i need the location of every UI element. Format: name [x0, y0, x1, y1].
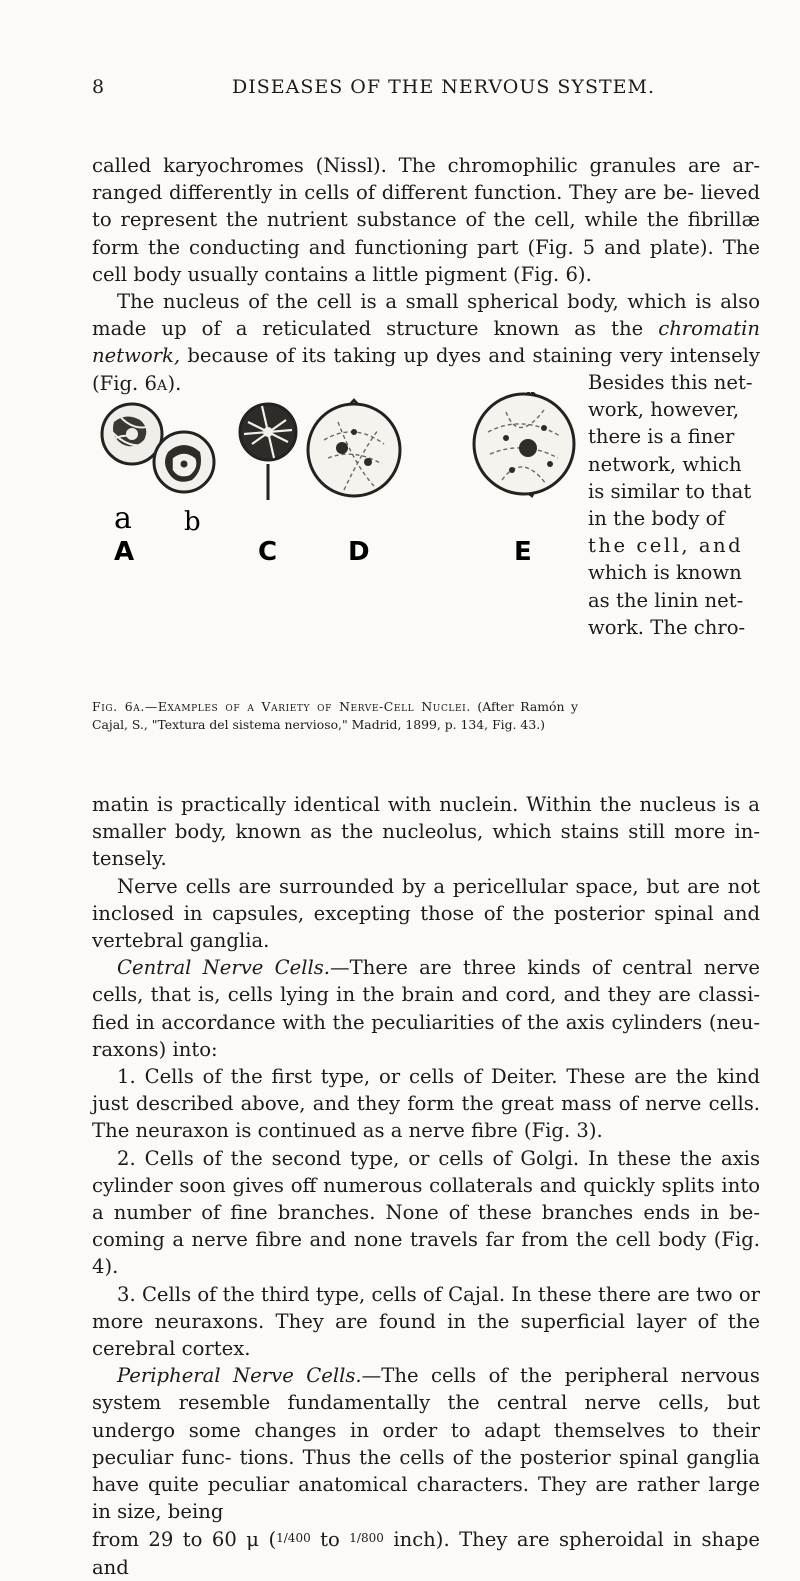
wrap-line: the cell, and	[588, 534, 744, 558]
paragraph-karyochromes: called karyochromes (Nissl). The chromophilic granules are ar- ranged differently in cells of different function. They are be- lieved to represent the nutrient substance of the cell, while the fibrillæ form the conducting and functioning part (Fig. 5 and plate). The cell body usually contains a little pigment (Fig. 6).	[92, 154, 760, 286]
nucleus-d-illustration	[308, 400, 400, 496]
nucleus-c-illustration	[240, 404, 296, 500]
wrap-column-text	[588, 369, 760, 641]
caption-source: (After Ramón y Cajal, S., "Textura del sistema nervioso," Madrid, 1899, p. 134, Fig. 43.)	[92, 699, 578, 732]
nucleus-e-illustration	[474, 392, 574, 496]
label-b: b	[184, 507, 201, 537]
fig-ref: a	[156, 371, 168, 395]
body-text-bottom	[92, 791, 760, 1581]
paragraph-nucleus: The nucleus of the cell is a small spherical body, which is also made up of a reticulated structure known as the chromatin network, because of its taking up dyes and staining very intensely (Fig. 6a).	[92, 290, 760, 395]
wrap-line: which is known	[588, 561, 742, 585]
wrap-line: is similar to that	[588, 479, 752, 503]
heading-central-nerve-cells: Central Nerve Cells.	[117, 956, 331, 980]
last-line: from 29 to 60 μ ($^{1/400}$ to $^{1/800}$ inch). They are spheroidal in shape and	[92, 1528, 760, 1579]
wrap-line: work. The chro-	[588, 615, 746, 639]
list-item-type-3: 3. Cells of the third type, cells of Cajal. In these there are two or more neuraxons. They are found in the superficial layer of the cerebral cortex.	[92, 1282, 760, 1361]
wrap-line: as the linin net-	[588, 588, 744, 612]
page-number: 8	[92, 76, 106, 98]
wrap-line: work, however,	[588, 398, 740, 422]
nucleus-a-illustration	[102, 404, 162, 464]
wrap-line: network, which	[588, 452, 742, 476]
running-title: DISEASES OF THE NERVOUS SYSTEM.	[232, 76, 656, 98]
label-D: D	[348, 537, 370, 567]
paragraph-chromatin-end: matin is practically identical with nuclein. Within the nucleus is a smaller body, known as the nucleolus, which stains still more in- tensely.	[92, 793, 760, 871]
nucleus-b-illustration	[154, 432, 214, 492]
caption-label: Fig. 6a.—Examples of a Variety of Nerve-Cell Nuclei.	[92, 699, 471, 714]
fraction-1-400: 1/400	[276, 1531, 311, 1546]
wrap-line: in the body of	[588, 507, 725, 531]
running-head	[92, 76, 756, 106]
fraction-1-800: 1/800	[349, 1531, 384, 1546]
wrap-line: there is a finer	[588, 425, 735, 449]
paragraph-peripheral-nerve-cells: Peripheral Nerve Cells.—The cells of the peripheral nervous system resemble fundamentally the central nerve cells, but undergo some changes in order to adapt themselves to their peculiar func- tions. Thus the cells of the posterior spinal ganglia have quite peculiar anatomical characters. They are rather large in size, being	[92, 1364, 760, 1524]
label-C: C	[258, 537, 278, 567]
list-item-type-1: 1. Cells of the first type, or cells of Deiter. These are the kind just described above, and they form the great mass of nerve cells. The neuraxon is continued as a nerve fibre (Fig. 3).	[92, 1065, 760, 1143]
term-chromatin-network: chromatin network,	[92, 317, 760, 368]
body-text-top	[92, 152, 760, 397]
list-item-type-2: 2. Cells of the second type, or cells of Golgi. In these the axis cylinder soon gives off numerous collaterals and quickly splits into a number of fine branches. None of these branches ends in be- coming a nerve fibre and none travels far from the cell body (Fig. 4).	[92, 1146, 760, 1279]
label-a: a	[114, 501, 132, 536]
paragraph-central-nerve-cells: Central Nerve Cells.—There are three kinds of central nerve cells, that is, cells lying in the brain and cord, and they are classi- fied in accordance with the peculiarities of the axis cylinders (neu- raxons) into:	[92, 956, 761, 1061]
heading-peripheral-nerve-cells: Peripheral Nerve Cells.	[117, 1364, 362, 1388]
figure-caption	[92, 698, 578, 733]
label-E: E	[514, 537, 532, 567]
paragraph-pericellular: Nerve cells are surrounded by a pericellular space, but are not inclosed in capsules, excepting those of the posterior spinal and vertebral ganglia.	[92, 874, 760, 953]
label-A: A	[114, 537, 135, 567]
figure-nuclei-examples	[92, 392, 580, 582]
wrap-line: Besides this net-	[588, 371, 753, 394]
